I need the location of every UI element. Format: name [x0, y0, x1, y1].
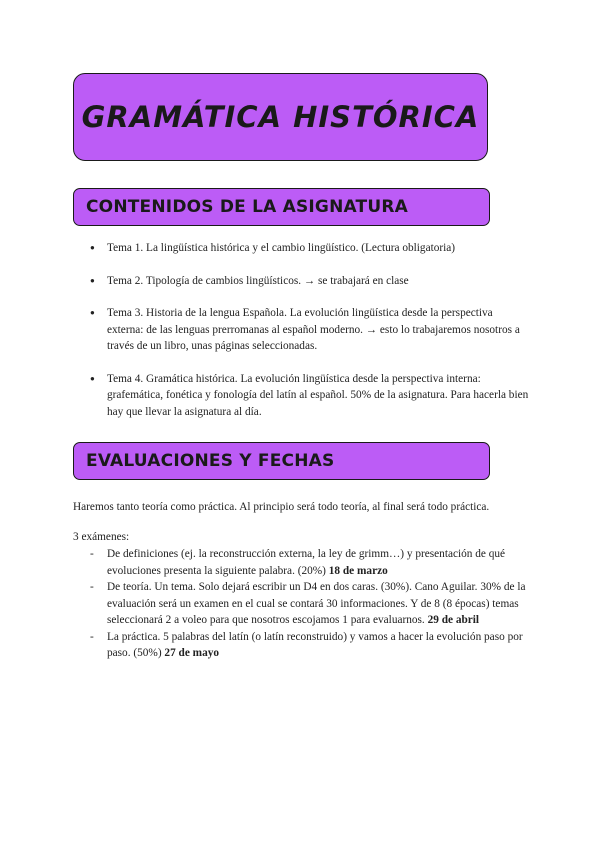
list-item-topic-2: ● Tema 2. Tipología de cambios lingüísticos. → se trabajará en clase	[90, 273, 530, 290]
intro-paragraph: Haremos tanto teoría como práctica. Al principio será todo teoría, al final será todo práctica.	[73, 501, 490, 513]
exam-1-date: 18 de marzo	[328, 564, 388, 577]
list-item-topic-4: ● Tema 4. Gramática histórica. La evolución lingüística desde la perspectiva interna: grafemática, fonética y fonología del latín al español. 50% de la asignatura. Para hacerla bien hay que llevar la asignatura al día.	[90, 371, 530, 421]
list-item-topic-3: ● Tema 3. Historia de la lengua Española. La evolución lingüística desde la perspectiva externa: de las lenguas prerromanas al español moderno. → esto lo trabajaremos nosotros a través de un libro, unas páginas seleccionadas.	[90, 305, 530, 355]
exam-2-date: 29 de abril	[427, 614, 480, 626]
exam-1-text: De definiciones (ej. la reconstrucción externa, la ley de grimm…) y presentación de qué evoluciones presenta la siguiente palabra. (20%)	[107, 548, 506, 577]
exam-2-text: De teoría. Un tema. Solo dejará escribir un D4 en dos caras. (30%). Cano Aguilar. 30% de la evaluación será un examen en el cual se contará 30 informaciones. Y de 8 (8 épocas) temas seleccionará 2 a voleo para que nosotros escojamos 1 para evaluarnos.	[107, 581, 526, 626]
section-title-evaluations: EVALUACIONES Y FECHAS	[86, 451, 335, 471]
list-item-exam-3	[90, 629, 530, 662]
exams-list	[90, 546, 530, 662]
list-item-exam-1	[90, 546, 530, 579]
exam-3-text: La práctica. 5 palabras del latín (o latín reconstruido) y vamos a hacer la evolución paso por paso. (50%)	[107, 630, 523, 659]
document-title: GRAMÁTICA HISTÓRICA	[81, 100, 480, 134]
title-banner	[73, 73, 488, 161]
list-item-topic-1: ● Tema 1. La lingüística histórica y el cambio lingüístico. (Lectura obligatoria)	[90, 240, 530, 257]
section-header-evaluations	[73, 442, 490, 480]
exam-count-label: 3 exámenes:	[73, 531, 130, 543]
exam-3-date: 27 de mayo	[164, 647, 220, 659]
list-item-exam-2	[90, 579, 530, 629]
section-title-contents: CONTENIDOS DE LA ASIGNATURA	[86, 197, 408, 217]
section-header-contents	[73, 188, 490, 226]
topics-list	[90, 240, 530, 420]
